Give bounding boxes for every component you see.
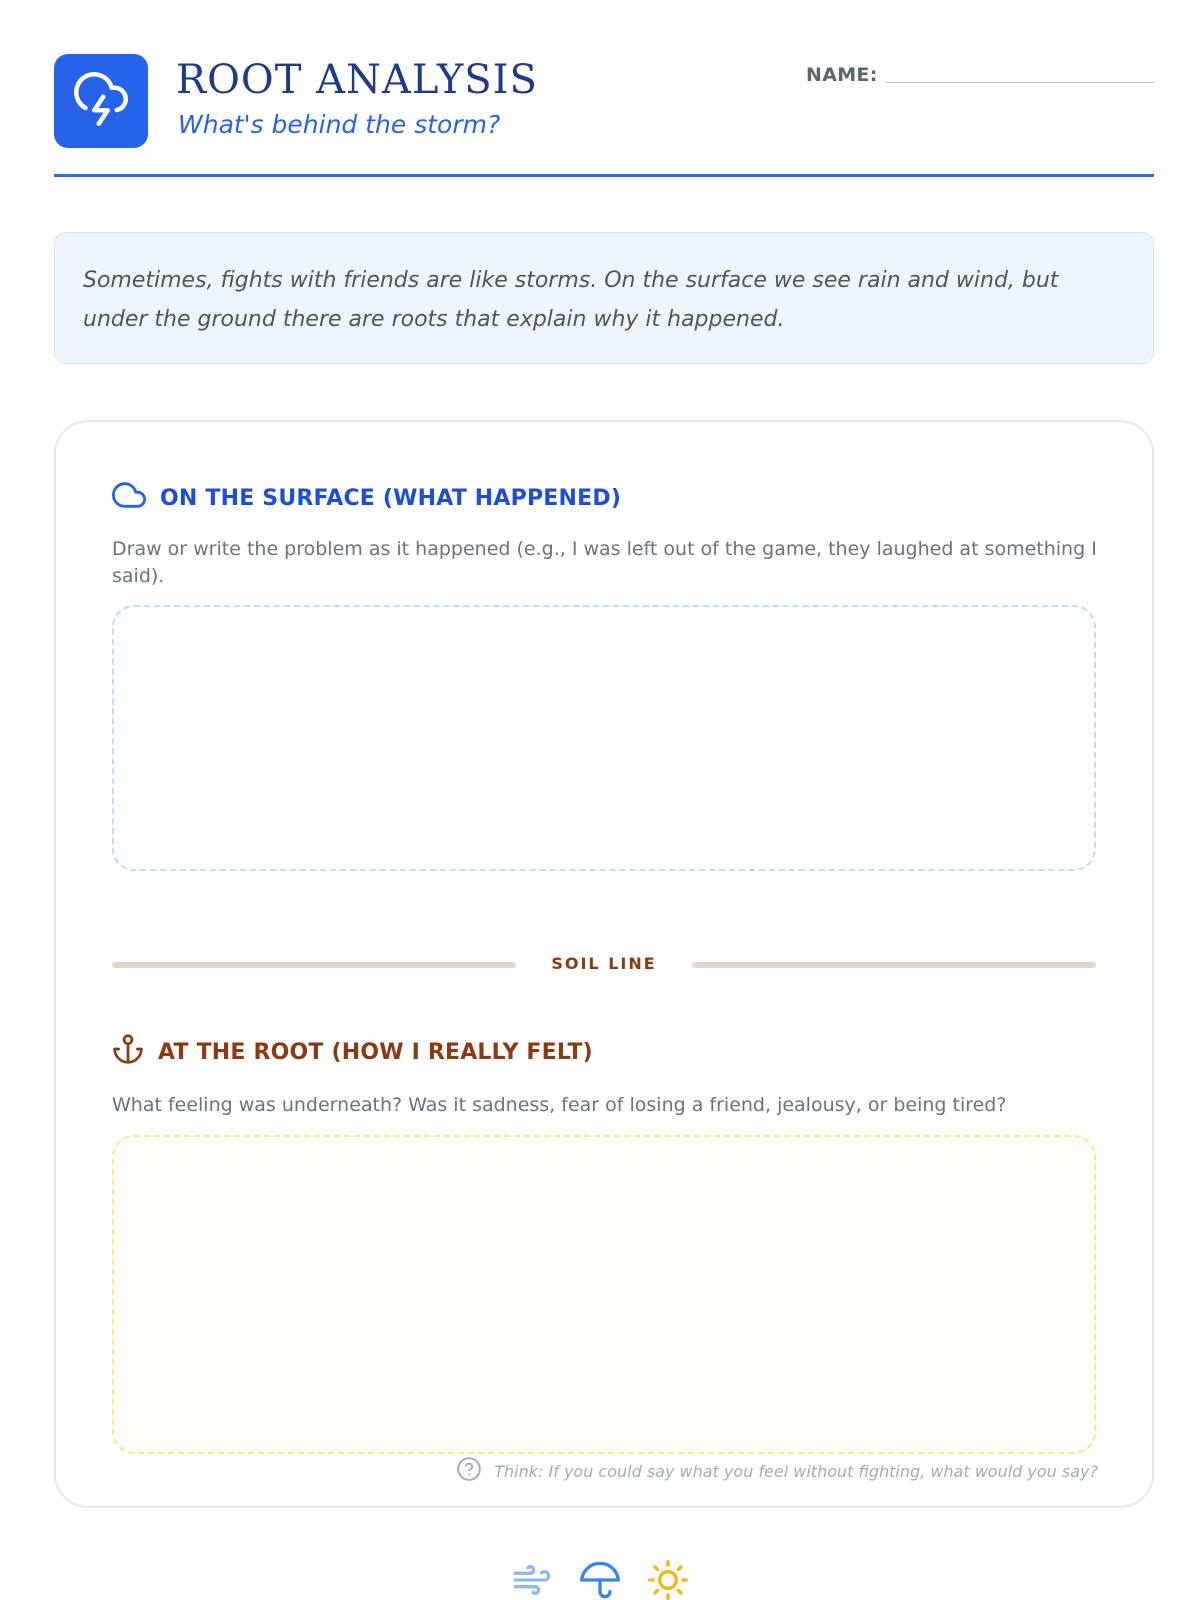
soil-line-left — [112, 962, 516, 968]
surface-description: Draw or write the problem as it happened (e.g., I was left out of the game, they laughed at something I said). — [112, 538, 1097, 587]
root-answer-area[interactable] — [112, 1135, 1096, 1454]
sun-icon — [648, 1560, 688, 1600]
hint — [456, 1456, 1098, 1486]
root-heading-label: AT THE ROOT (HOW I REALLY FELT) — [158, 1039, 593, 1065]
surface-heading-label: ON THE SURFACE (WHAT HAPPENED) — [160, 485, 622, 511]
soil-line-right — [692, 962, 1096, 968]
analysis-card — [54, 420, 1154, 1508]
logo-badge — [54, 54, 148, 148]
cloud-lightning-icon — [74, 72, 128, 130]
cloud-icon — [112, 478, 146, 518]
surface-heading — [112, 478, 621, 518]
help-circle-icon — [456, 1456, 482, 1486]
page-subtitle: What's behind the storm? — [178, 110, 501, 139]
surface-answer-area[interactable] — [112, 605, 1096, 871]
intro-box — [54, 232, 1154, 364]
intro-text: Sometimes, fights with friends are like storms. On the surface we see rain and wind, but under the ground there are roots that explain why it happened. — [83, 268, 1059, 332]
name-label: NAME: — [806, 64, 878, 86]
footer-icons — [0, 1560, 1200, 1600]
page-title: ROOT ANALYSIS — [176, 57, 538, 103]
anchor-icon — [112, 1033, 144, 1071]
header-divider — [54, 174, 1154, 177]
soil-line-label: SOIL LINE — [551, 954, 657, 973]
hint-text: Think: If you could say what you feel without fighting, what would you say? — [494, 1461, 1098, 1481]
name-field-line[interactable] — [886, 82, 1154, 83]
root-description: What feeling was underneath? Was it sadness, fear of losing a friend, jealousy, or being tired? — [112, 1094, 1007, 1116]
umbrella-icon — [580, 1560, 620, 1600]
wind-icon — [512, 1560, 552, 1600]
root-heading — [112, 1033, 593, 1071]
